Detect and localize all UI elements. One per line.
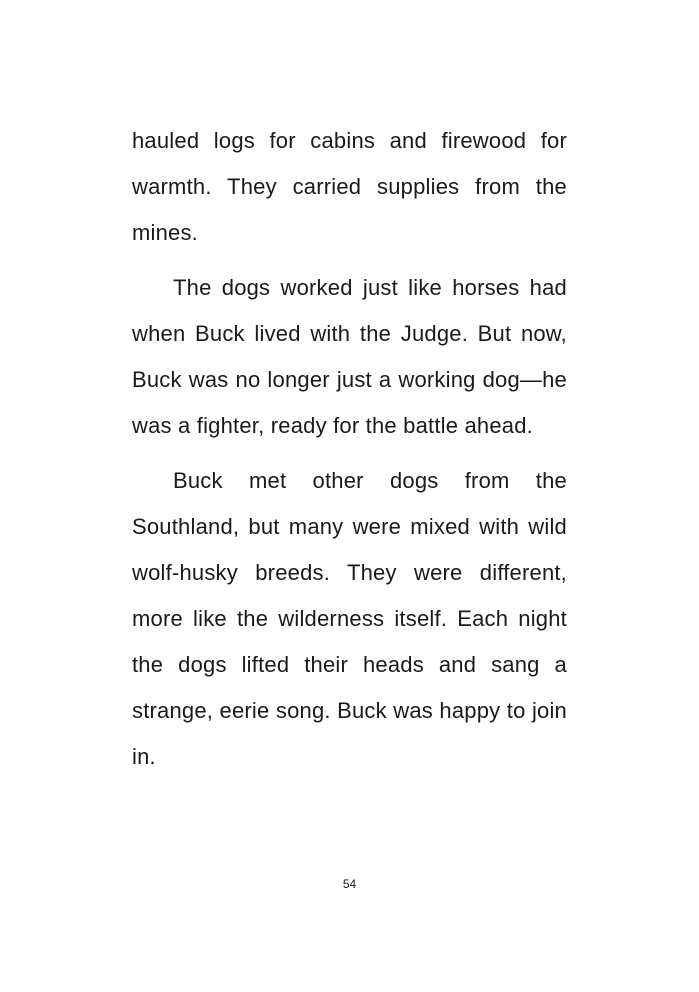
paragraph-3: Buck met other dogs from the Southland, but many were mixed with wild wolf-husky breeds. They were different, more like the wilderness itself. Each night the dogs lifted their heads and sang a strange, eerie song. Buck was happy to join in.	[132, 468, 567, 769]
body-text	[132, 118, 567, 789]
paragraph-1: hauled logs for cabins and firewood for warmth. They carried supplies from the mines.	[132, 128, 567, 245]
paragraph-2: The dogs worked just like horses had when Buck lived with the Judge. But now, Buck was no longer just a working dog—he was a fighter, ready for the battle ahead.	[132, 275, 567, 438]
page-number: 54	[342, 877, 357, 891]
